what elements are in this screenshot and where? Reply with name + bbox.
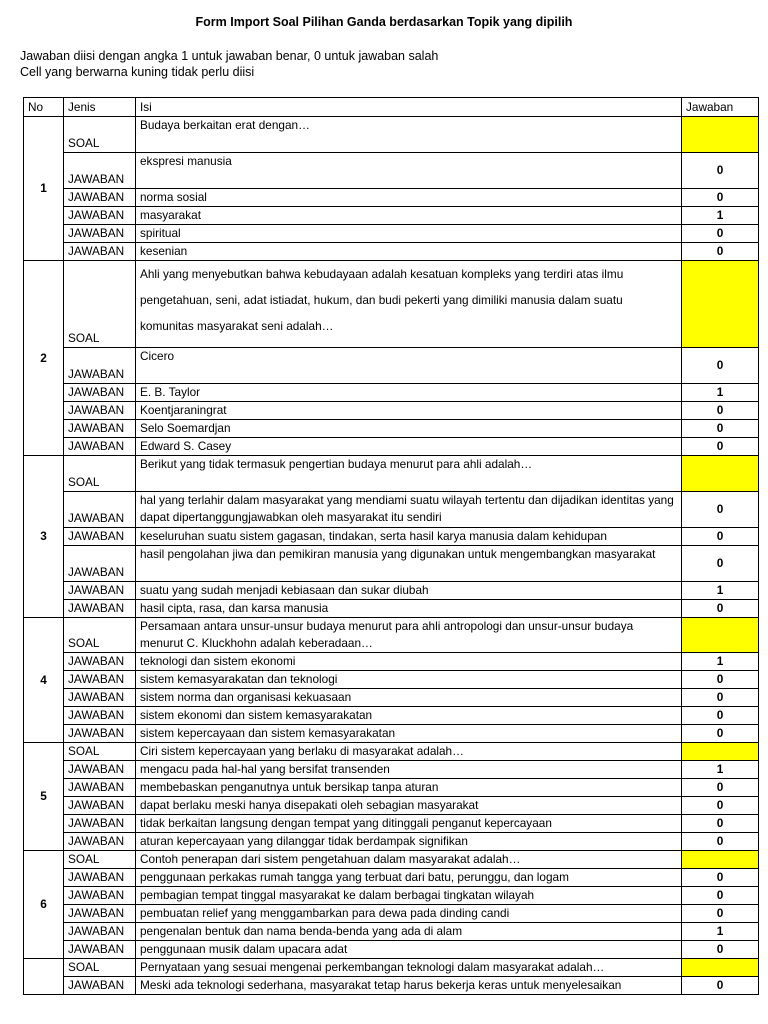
jenis-cell: SOAL	[64, 456, 136, 492]
question-number-cell: 4	[24, 618, 64, 743]
header-no: No	[24, 98, 64, 117]
question-row	[24, 261, 759, 348]
question-text-cell[interactable]: Pernyataan yang sesuai mengenai perkembangan teknologi dalam masyarakat adalah…	[136, 959, 682, 977]
answer-text-cell[interactable]: spiritual	[136, 225, 682, 243]
question-text-cell[interactable]: Budaya berkaitan erat dengan…	[136, 117, 682, 153]
jenis-cell: JAWABAN	[64, 492, 136, 528]
question-row	[24, 456, 759, 492]
jenis-cell: JAWABAN	[64, 438, 136, 456]
instruction-line: Jawaban diisi dengan angka 1 untuk jawaban benar, 0 untuk jawaban salah	[20, 49, 439, 63]
header-jenis: Jenis	[64, 98, 136, 117]
answer-row	[24, 438, 759, 456]
answer-text-cell[interactable]: norma sosial	[136, 189, 682, 207]
answer-row	[24, 207, 759, 225]
answer-row	[24, 402, 759, 420]
jenis-cell: JAWABAN	[64, 905, 136, 923]
question-text-cell[interactable]: Berikut yang tidak termasuk pengertian budaya menurut para ahli adalah…	[136, 456, 682, 492]
answer-row	[24, 653, 759, 671]
question-text-cell[interactable]: Contoh penerapan dari sistem pengetahuan dalam masyarakat adalah…	[136, 851, 682, 869]
jawaban-cell-disabled	[682, 618, 759, 653]
question-number-cell: 6	[24, 851, 64, 959]
question-row	[24, 743, 759, 761]
answer-text-cell[interactable]: pembagian tempat tinggal masyarakat ke dalam berbagai tingkatan wilayah	[136, 887, 682, 905]
jawaban-cell[interactable]: 0	[682, 546, 759, 582]
jenis-cell: JAWABAN	[64, 725, 136, 743]
jawaban-cell[interactable]: 0	[682, 779, 759, 797]
jawaban-cell[interactable]: 1	[682, 761, 759, 779]
question-number-cell: 5	[24, 743, 64, 851]
answer-text-cell[interactable]: pengenalan bentuk dan nama benda-benda yang ada di alam	[136, 923, 682, 941]
answer-row	[24, 384, 759, 402]
answer-text-cell[interactable]: Cicero	[136, 348, 682, 384]
jenis-cell: SOAL	[64, 851, 136, 869]
jawaban-cell[interactable]: 0	[682, 977, 759, 995]
answer-row	[24, 348, 759, 384]
answer-row	[24, 941, 759, 959]
answer-row	[24, 671, 759, 689]
answer-row	[24, 189, 759, 207]
jenis-cell: SOAL	[64, 959, 136, 977]
jenis-cell: SOAL	[64, 743, 136, 761]
question-row	[24, 851, 759, 869]
answer-text-cell[interactable]: aturan kepercayaan yang dilanggar tidak berdampak signifikan	[136, 833, 682, 851]
question-number-cell: 3	[24, 456, 64, 618]
jenis-cell: JAWABAN	[64, 977, 136, 995]
jenis-cell: JAWABAN	[64, 653, 136, 671]
jawaban-cell-disabled	[682, 261, 759, 348]
jenis-cell: JAWABAN	[64, 348, 136, 384]
jenis-cell: JAWABAN	[64, 243, 136, 261]
question-number-cell	[24, 959, 64, 995]
jenis-cell: JAWABAN	[64, 600, 136, 618]
answer-text-cell[interactable]: sistem norma dan organisasi kekuasaan	[136, 689, 682, 707]
answer-text-cell[interactable]: penggunaan perkakas rumah tangga yang terbuat dari batu, perunggu, dan logam	[136, 869, 682, 887]
jenis-cell: JAWABAN	[64, 582, 136, 600]
answer-text-cell[interactable]: kesenian	[136, 243, 682, 261]
jawaban-cell[interactable]: 0	[682, 689, 759, 707]
answer-text-cell[interactable]: hasil pengolahan jiwa dan pemikiran manusia yang digunakan untuk mengembangkan masyarakat	[136, 546, 682, 582]
jawaban-cell[interactable]: 0	[682, 941, 759, 959]
answer-text-cell[interactable]: Edward S. Casey	[136, 438, 682, 456]
jenis-cell: JAWABAN	[64, 546, 136, 582]
jawaban-cell-disabled	[682, 851, 759, 869]
answer-row	[24, 815, 759, 833]
question-row	[24, 959, 759, 977]
answer-row	[24, 153, 759, 189]
jenis-cell: JAWABAN	[64, 420, 136, 438]
jawaban-cell[interactable]: 0	[682, 189, 759, 207]
jenis-cell: JAWABAN	[64, 869, 136, 887]
jenis-cell: JAWABAN	[64, 887, 136, 905]
answer-row	[24, 905, 759, 923]
answer-text-cell[interactable]: mengacu pada hal-hal yang bersifat transenden	[136, 761, 682, 779]
answer-text-cell[interactable]: E. B. Taylor	[136, 384, 682, 402]
jenis-cell: JAWABAN	[64, 225, 136, 243]
question-number-cell: 2	[24, 261, 64, 456]
jenis-cell: JAWABAN	[64, 153, 136, 189]
table-body	[24, 117, 759, 995]
jenis-cell: JAWABAN	[64, 797, 136, 815]
answer-text-cell[interactable]: keseluruhan suatu sistem gagasan, tindakan, serta hasil karya manusia dalam kehidupan	[136, 528, 682, 546]
answer-row	[24, 225, 759, 243]
question-number-cell: 1	[24, 117, 64, 261]
jawaban-cell-disabled	[682, 117, 759, 153]
jawaban-cell[interactable]: 0	[682, 869, 759, 887]
answer-row	[24, 923, 759, 941]
answer-row	[24, 725, 759, 743]
question-table	[23, 97, 759, 995]
answer-text-cell[interactable]: ekspresi manusia	[136, 153, 682, 189]
answer-row	[24, 546, 759, 582]
header-isi: Isi	[136, 98, 682, 117]
answer-text-cell[interactable]: hasil cipta, rasa, dan karsa manusia	[136, 600, 682, 618]
jawaban-cell[interactable]: 0	[682, 420, 759, 438]
jenis-cell: JAWABAN	[64, 815, 136, 833]
jenis-cell: JAWABAN	[64, 761, 136, 779]
jenis-cell: JAWABAN	[64, 402, 136, 420]
answer-text-cell[interactable]: suatu yang sudah menjadi kebiasaan dan sukar diubah	[136, 582, 682, 600]
answer-text-cell[interactable]: hal yang terlahir dalam masyarakat yang mendiami suatu wilayah tertentu dan dijadikan identitas yang dapat dipertanggungjawabkan oleh masyarakat itu sendiri	[136, 492, 682, 528]
answer-text-cell[interactable]: sistem kemasyarakatan dan teknologi	[136, 671, 682, 689]
instruction-line: Cell yang berwarna kuning tidak perlu diisi	[20, 65, 255, 79]
jenis-cell: JAWABAN	[64, 833, 136, 851]
answer-row	[24, 779, 759, 797]
table-header-row	[24, 98, 759, 117]
jenis-cell: JAWABAN	[64, 941, 136, 959]
jawaban-cell[interactable]: 0	[682, 815, 759, 833]
jawaban-cell[interactable]: 0	[682, 438, 759, 456]
jawaban-cell[interactable]: 0	[682, 725, 759, 743]
answer-text-cell[interactable]: Meski ada teknologi sederhana, masyarakat tetap harus bekerja keras untuk menyelesaikan	[136, 977, 682, 995]
question-row	[24, 618, 759, 653]
answer-text-cell[interactable]: sistem kepercayaan dan sistem kemasyarakatan	[136, 725, 682, 743]
jenis-cell: SOAL	[64, 261, 136, 348]
answer-row	[24, 833, 759, 851]
jawaban-cell[interactable]: 0	[682, 600, 759, 618]
jawaban-cell-disabled	[682, 456, 759, 492]
jawaban-cell[interactable]: 0	[682, 671, 759, 689]
answer-row	[24, 528, 759, 546]
answer-text-cell[interactable]: sistem ekonomi dan sistem kemasyarakatan	[136, 707, 682, 725]
jenis-cell: JAWABAN	[64, 528, 136, 546]
jawaban-cell[interactable]: 1	[682, 207, 759, 225]
header-jawaban: Jawaban	[682, 98, 759, 117]
jawaban-cell[interactable]: 1	[682, 923, 759, 941]
answer-text-cell[interactable]: dapat berlaku meski hanya disepakati oleh sebagian masyarakat	[136, 797, 682, 815]
answer-row	[24, 761, 759, 779]
page-title: Form Import Soal Pilihan Ganda berdasarkan Topik yang dipilih	[195, 15, 573, 29]
jenis-cell: JAWABAN	[64, 207, 136, 225]
jenis-cell: JAWABAN	[64, 707, 136, 725]
answer-row	[24, 689, 759, 707]
jawaban-cell[interactable]: 0	[682, 528, 759, 546]
jawaban-cell[interactable]: 1	[682, 582, 759, 600]
answer-text-cell[interactable]: tidak berkaitan langsung dengan tempat yang ditinggali penganut kepercayaan	[136, 815, 682, 833]
jawaban-cell[interactable]: 0	[682, 492, 759, 528]
jawaban-cell[interactable]: 0	[682, 797, 759, 815]
jawaban-cell[interactable]: 1	[682, 653, 759, 671]
jawaban-cell[interactable]: 0	[682, 225, 759, 243]
question-text-cell[interactable]: Ciri sistem kepercayaan yang berlaku di masyarakat adalah…	[136, 743, 682, 761]
jenis-cell: JAWABAN	[64, 689, 136, 707]
answer-text-cell[interactable]: penggunaan musik dalam upacara adat	[136, 941, 682, 959]
jawaban-cell[interactable]: 0	[682, 348, 759, 384]
answer-text-cell[interactable]: masyarakat	[136, 207, 682, 225]
jawaban-cell[interactable]: 0	[682, 905, 759, 923]
jenis-cell: JAWABAN	[64, 189, 136, 207]
instructions	[20, 48, 438, 80]
jawaban-cell[interactable]: 0	[682, 402, 759, 420]
jawaban-cell[interactable]: 0	[682, 833, 759, 851]
jawaban-cell[interactable]: 0	[682, 153, 759, 189]
jawaban-cell[interactable]: 0	[682, 243, 759, 261]
jenis-cell: JAWABAN	[64, 671, 136, 689]
jenis-cell: SOAL	[64, 117, 136, 153]
answer-row	[24, 869, 759, 887]
answer-text-cell[interactable]: membebaskan penganutnya untuk bersikap tanpa aturan	[136, 779, 682, 797]
question-text-cell[interactable]: Persamaan antara unsur-unsur budaya menurut para ahli antropologi dan unsur-unsur budaya menurut C. Kluckhohn adalah keberadaan…	[136, 618, 682, 653]
answer-row	[24, 887, 759, 905]
answer-text-cell[interactable]: pembuatan relief yang menggambarkan para dewa pada dinding candi	[136, 905, 682, 923]
jenis-cell: JAWABAN	[64, 384, 136, 402]
answer-row	[24, 420, 759, 438]
jawaban-cell[interactable]: 0	[682, 887, 759, 905]
jawaban-cell[interactable]: 0	[682, 707, 759, 725]
answer-row	[24, 977, 759, 995]
answer-text-cell[interactable]: Koentjaraningrat	[136, 402, 682, 420]
answer-text-cell[interactable]: Selo Soemardjan	[136, 420, 682, 438]
question-text-cell[interactable]: Ahli yang menyebutkan bahwa kebudayaan adalah kesatuan kompleks yang terdiri atas ilmu pengetahuan, seni, adat istiadat, hukum, dan budi pekerti yang dimiliki manusia dalam suatu komunitas masyarakat seni adalah…	[136, 261, 682, 348]
answer-row	[24, 600, 759, 618]
answer-row	[24, 582, 759, 600]
answer-row	[24, 707, 759, 725]
jawaban-cell-disabled	[682, 959, 759, 977]
answer-text-cell[interactable]: teknologi dan sistem ekonomi	[136, 653, 682, 671]
jawaban-cell[interactable]: 1	[682, 384, 759, 402]
answer-row	[24, 797, 759, 815]
answer-row	[24, 492, 759, 528]
jenis-cell: JAWABAN	[64, 779, 136, 797]
jawaban-cell-disabled	[682, 743, 759, 761]
jenis-cell: SOAL	[64, 618, 136, 653]
question-row	[24, 117, 759, 153]
jenis-cell: JAWABAN	[64, 923, 136, 941]
answer-row	[24, 243, 759, 261]
